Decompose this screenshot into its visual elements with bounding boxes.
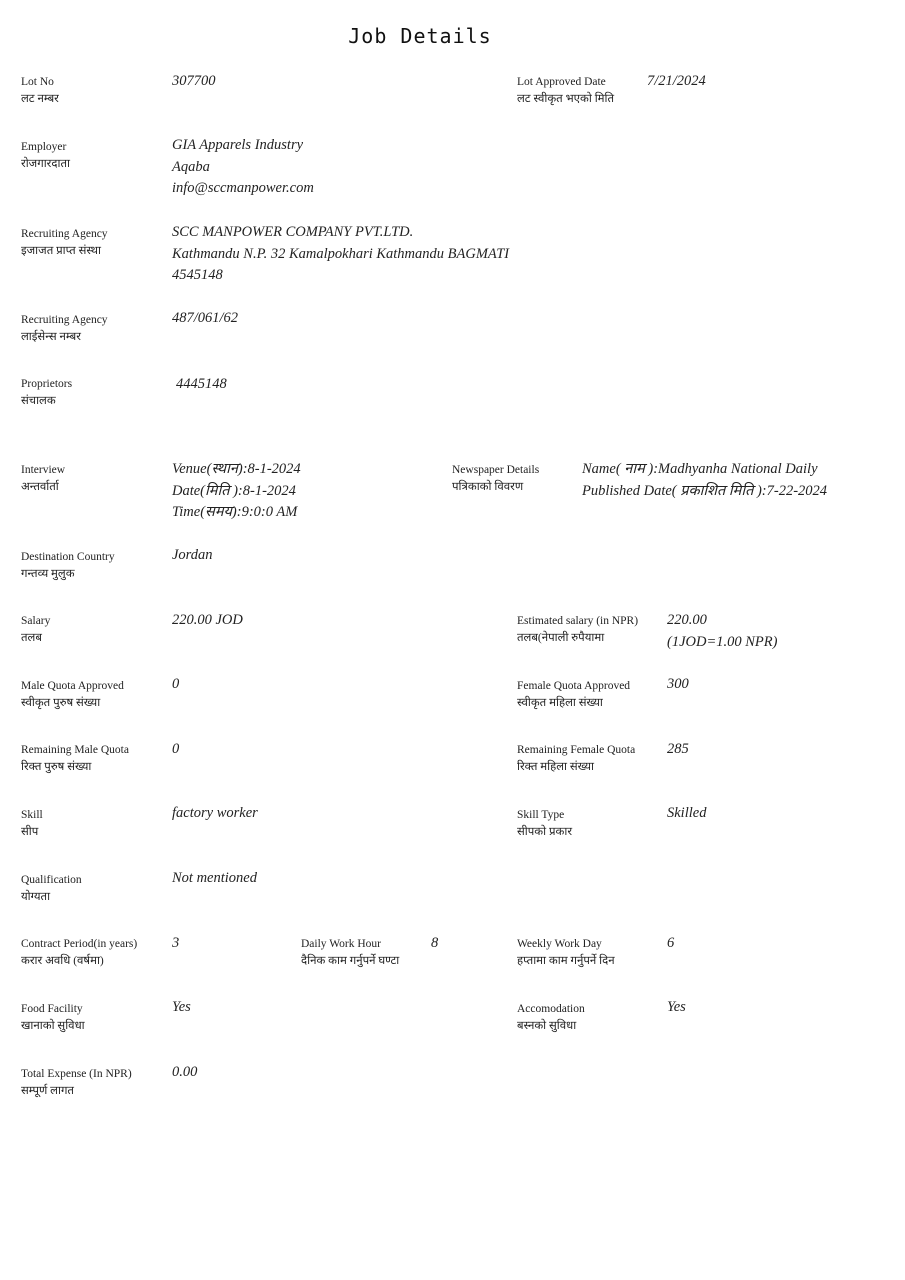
remaining-female-quota-value: 285 (667, 741, 689, 757)
exchange-rate: (1JOD=1.00 NPR) (667, 633, 778, 650)
destination-country-label: Destination Country गन्तव्य मुलुक (21, 551, 115, 580)
proprietors-label: Proprietors संचालक (21, 378, 73, 407)
lot-approved-date-label: Lot Approved Date लट स्वीकृत भएको मिति (517, 76, 615, 105)
skill-label: Skill सीप (21, 809, 43, 838)
daily-work-hour-value: 8 (431, 935, 439, 951)
skill-type-label: Skill Type सीपको प्रकार (517, 809, 573, 838)
agency-name: SCC MANPOWER COMPANY PVT.LTD. (172, 224, 414, 240)
skill-type-value: Skilled (667, 805, 707, 821)
male-quota-label: Male Quota Approved स्वीकृत पुरुष संख्या (21, 680, 124, 709)
skill-value: factory worker (172, 805, 258, 821)
employer-label: Employer रोजगारदाता (21, 141, 70, 170)
total-expense-label: Total Expense (In NPR) सम्पूर्ण लागत (21, 1068, 132, 1097)
food-facility-label: Food Facility खानाको सुविधा (21, 1003, 85, 1032)
remaining-male-quota-label: Remaining Male Quota रिक्त पुरुष संख्या (21, 744, 129, 773)
interview-venue: Venue(स्थान):8-1-2024 (172, 461, 301, 477)
accommodation-value: Yes (667, 999, 686, 1015)
weekly-work-day-label: Weekly Work Day हप्तामा काम गर्नुपर्ने दिन (517, 938, 615, 967)
salary-label: Salary तलब (21, 615, 51, 644)
total-expense-value: 0.00 (172, 1064, 198, 1080)
newspaper-published-date: Published Date( प्रकाशित मिति ):7-22-2024 (582, 482, 828, 499)
male-quota-value: 0 (172, 676, 180, 692)
newspaper-name: Name( नाम ):Madhyanha National Daily (582, 461, 818, 477)
proprietors-value: 4445148 (176, 376, 227, 392)
estimated-salary-label: Estimated salary (in NPR) तलब(नेपाली रुपैयामा (517, 615, 639, 644)
license-value: 487/061/62 (172, 310, 239, 326)
female-quota-value: 300 (667, 676, 689, 692)
recruiting-agency-value (172, 222, 509, 287)
employer-value (172, 135, 314, 200)
lot-no-value: 307700 (172, 73, 216, 89)
interview-date: Date(मिति ):8-1-2024 (172, 482, 296, 499)
remaining-male-quota-value: 0 (172, 741, 180, 757)
female-quota-label: Female Quota Approved स्वीकृत महिला संख्या (517, 680, 631, 709)
interview-value (172, 459, 301, 524)
employer-city: Aqaba (172, 158, 210, 175)
interview-label: Interview अन्तर्वार्ता (21, 464, 66, 493)
estimated-salary-amount: 220.00 (667, 612, 707, 628)
employer-name: GIA Apparels Industry (172, 137, 304, 153)
salary-value: 220.00 JOD (172, 612, 243, 628)
daily-work-hour-label: Daily Work Hour दैनिक काम गर्नुपर्ने घण्टा (301, 938, 400, 967)
lot-approved-date-value: 7/21/2024 (647, 73, 706, 89)
qualification-label: Qualification योग्यता (21, 874, 82, 903)
license-label: Recruiting Agency लाईसेन्स नम्बर (21, 314, 108, 343)
agency-address: Kathmandu N.P. 32 Kamalpokhari Kathmandu BAGMATI (172, 245, 510, 262)
weekly-work-day-value: 6 (667, 935, 675, 951)
recruiting-agency-label: Recruiting Agency इजाजत प्राप्त संस्था (21, 228, 108, 257)
contract-period-label: Contract Period(in years) करार अवधि (वर्षमा) (21, 938, 138, 967)
remaining-female-quota-label: Remaining Female Quota रिक्त महिला संख्या (517, 744, 636, 773)
employer-email: info@sccmanpower.com (172, 180, 314, 196)
destination-country-value: Jordan (172, 547, 213, 563)
contract-period-value: 3 (172, 935, 180, 951)
estimated-salary-value (667, 610, 777, 653)
newspaper-value (582, 459, 827, 502)
qualification-value: Not mentioned (172, 870, 257, 886)
agency-phone: 4545148 (172, 267, 223, 283)
accommodation-label: Accomodation बस्नको सुविधा (517, 1003, 585, 1032)
food-facility-value: Yes (172, 999, 191, 1015)
lot-no-label: Lot No लट नम्बर (21, 76, 59, 105)
newspaper-label: Newspaper Details पत्रिकाको विवरण (452, 464, 540, 493)
page-title: Job Details (348, 24, 492, 48)
interview-time: Time(समय):9:0:0 AM (172, 504, 298, 520)
